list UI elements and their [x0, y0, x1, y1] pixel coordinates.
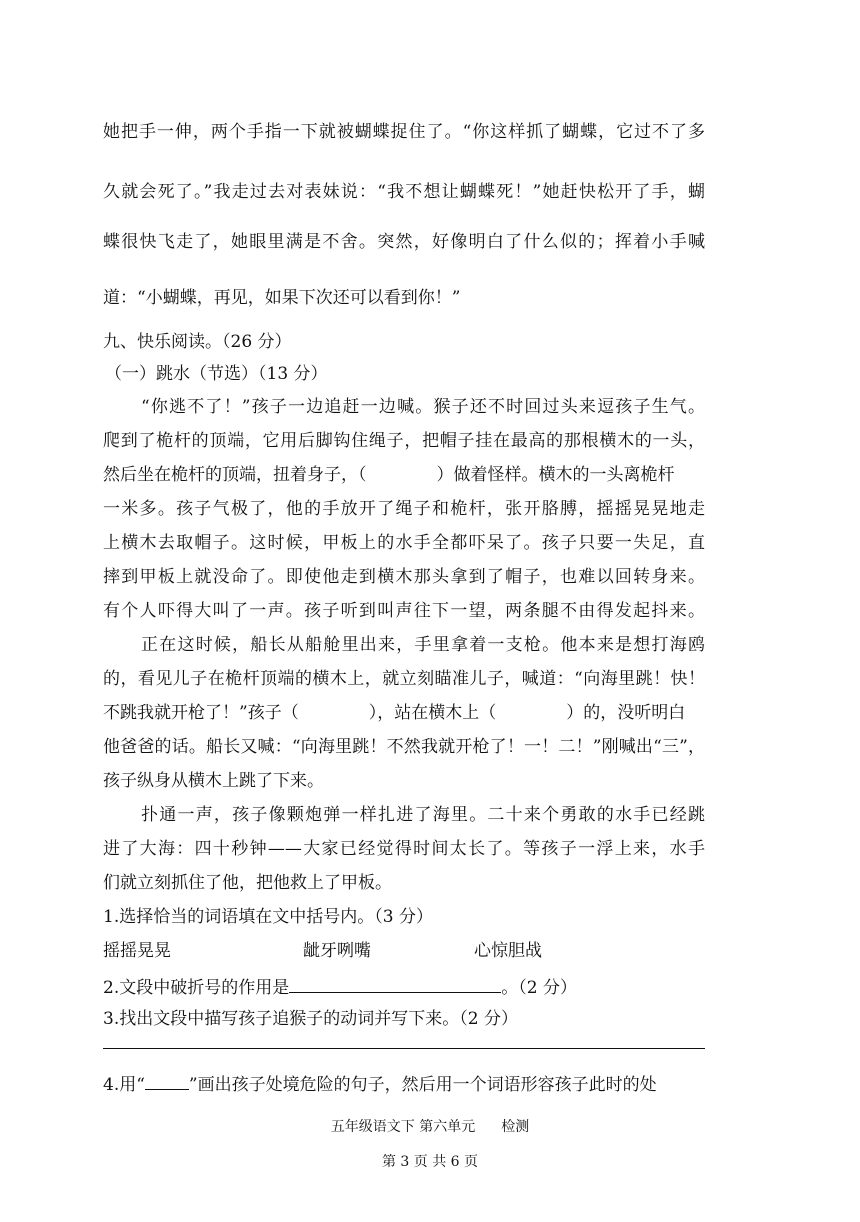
reading-text: 然后坐在桅杆的顶端，扭着身子，（	[103, 465, 367, 485]
question-2	[103, 974, 577, 999]
reading-line: 上横木去取帽子。这时候，甲板上的水手全都吓呆了。孩子只要一失足，直	[103, 533, 705, 553]
question-2-score: 。（2 分）	[501, 978, 577, 998]
passage-line: 蝶很快飞走了，她眼里满是不舍。突然，好像明白了什么似的；挥着小手喊	[103, 232, 705, 252]
reading-line: 一米多。孩子气极了，他的手放开了绳子和桅杆，张开胳膊，摇摇晃晃地走	[103, 499, 705, 519]
underline-sample	[145, 1071, 189, 1090]
question-1: 1.选择恰当的词语填在文中括号内。（3 分）	[103, 907, 433, 927]
reading-line: 们就立刻抓住了他，把他救上了甲板。	[103, 873, 392, 893]
reading-line: “你逃不了！”孩子一边追赶一边喊。猴子还不时回过头来逗孩子生气。	[141, 397, 705, 417]
question-4-text: 4.用“	[103, 1075, 145, 1095]
answer-blank[interactable]	[289, 974, 501, 993]
reading-line: 正在这时候，船长从船舱里出来，手里拿着一支枪。他本来是想打海鸥	[141, 635, 705, 655]
word-option: 摇摇晃晃	[103, 941, 171, 961]
reading-text: 不跳我就开枪了！”孩子（	[103, 703, 299, 723]
reading-line: 有个人吓得大叫了一声。孩子听到叫声往下一望，两条腿不由得发起抖来。	[103, 601, 705, 621]
reading-text: ）做着怪样。横木的一头离桅杆	[436, 465, 675, 485]
reading-line: 扑通一声，孩子像颗炮弹一样扎进了海里。二十来个勇敢的水手已经跳	[141, 805, 705, 825]
reading-line: 摔到甲板上就没命了。即使他走到横木那头拿到了帽子，也难以回转身来。	[103, 567, 705, 587]
question-2-text: 2.文段中破折号的作用是	[103, 978, 290, 998]
reading-line	[103, 702, 685, 724]
page-number: 第 3 页 共 6 页	[381, 1154, 479, 1170]
question-4	[103, 1071, 657, 1096]
reading-line: 的，看见儿子在桅杆顶端的横木上，就立刻瞄准儿子，喊道：“向海里跳！快！	[103, 669, 705, 689]
reading-text: ），站在横木上（	[368, 703, 497, 723]
word-option: 龇牙咧嘴	[303, 941, 371, 961]
passage-line: 道：“小蝴蝶，再见，如果下次还可以看到你！”	[103, 288, 461, 308]
question-3: 3.找出文段中描写孩子追猴子的动词并写下来。（2 分）	[103, 1009, 518, 1029]
footer-title	[0, 1118, 860, 1136]
reading-text: ）的，没听明白	[566, 703, 686, 723]
word-option: 心惊胆战	[474, 941, 542, 961]
reading-line: 进了大海：四十秒钟——大家已经觉得时间太长了。等孩子一浮上来，水手	[103, 839, 705, 859]
sub-section-title: （一）跳水（节选）（13 分）	[105, 364, 328, 384]
answer-line[interactable]	[103, 1048, 705, 1049]
question-4-text: ”画出孩子处境危险的句子，然后用一个词语形容孩子此时的处	[188, 1075, 657, 1095]
passage-line: 久就会死了。”我走过去对表妹说：“我不想让蝴蝶死！”她赶快松开了手，蝴	[103, 182, 705, 202]
reading-line	[103, 464, 675, 486]
footer-unit: 五年级语文下 第六单元	[330, 1119, 476, 1135]
reading-line: 孩子纵身从横木上跳了下来。	[103, 771, 324, 791]
section-title: 九、快乐阅读。（26 分）	[103, 332, 292, 352]
footer-tag: 检测	[501, 1119, 530, 1135]
reading-line: 爬到了桅杆的顶端，它用后脚钩住绳子，把帽子挂在最高的那根横木的一头，	[103, 431, 705, 451]
reading-line: 他爸爸的话。船长又喊：“向海里跳！不然我就开枪了！一！二！”刚喊出“三”，	[103, 737, 705, 757]
passage-line: 她把手一伸，两个手指一下就被蝴蝶捉住了。“你这样抓了蝴蝶，它过不了多	[103, 122, 705, 142]
